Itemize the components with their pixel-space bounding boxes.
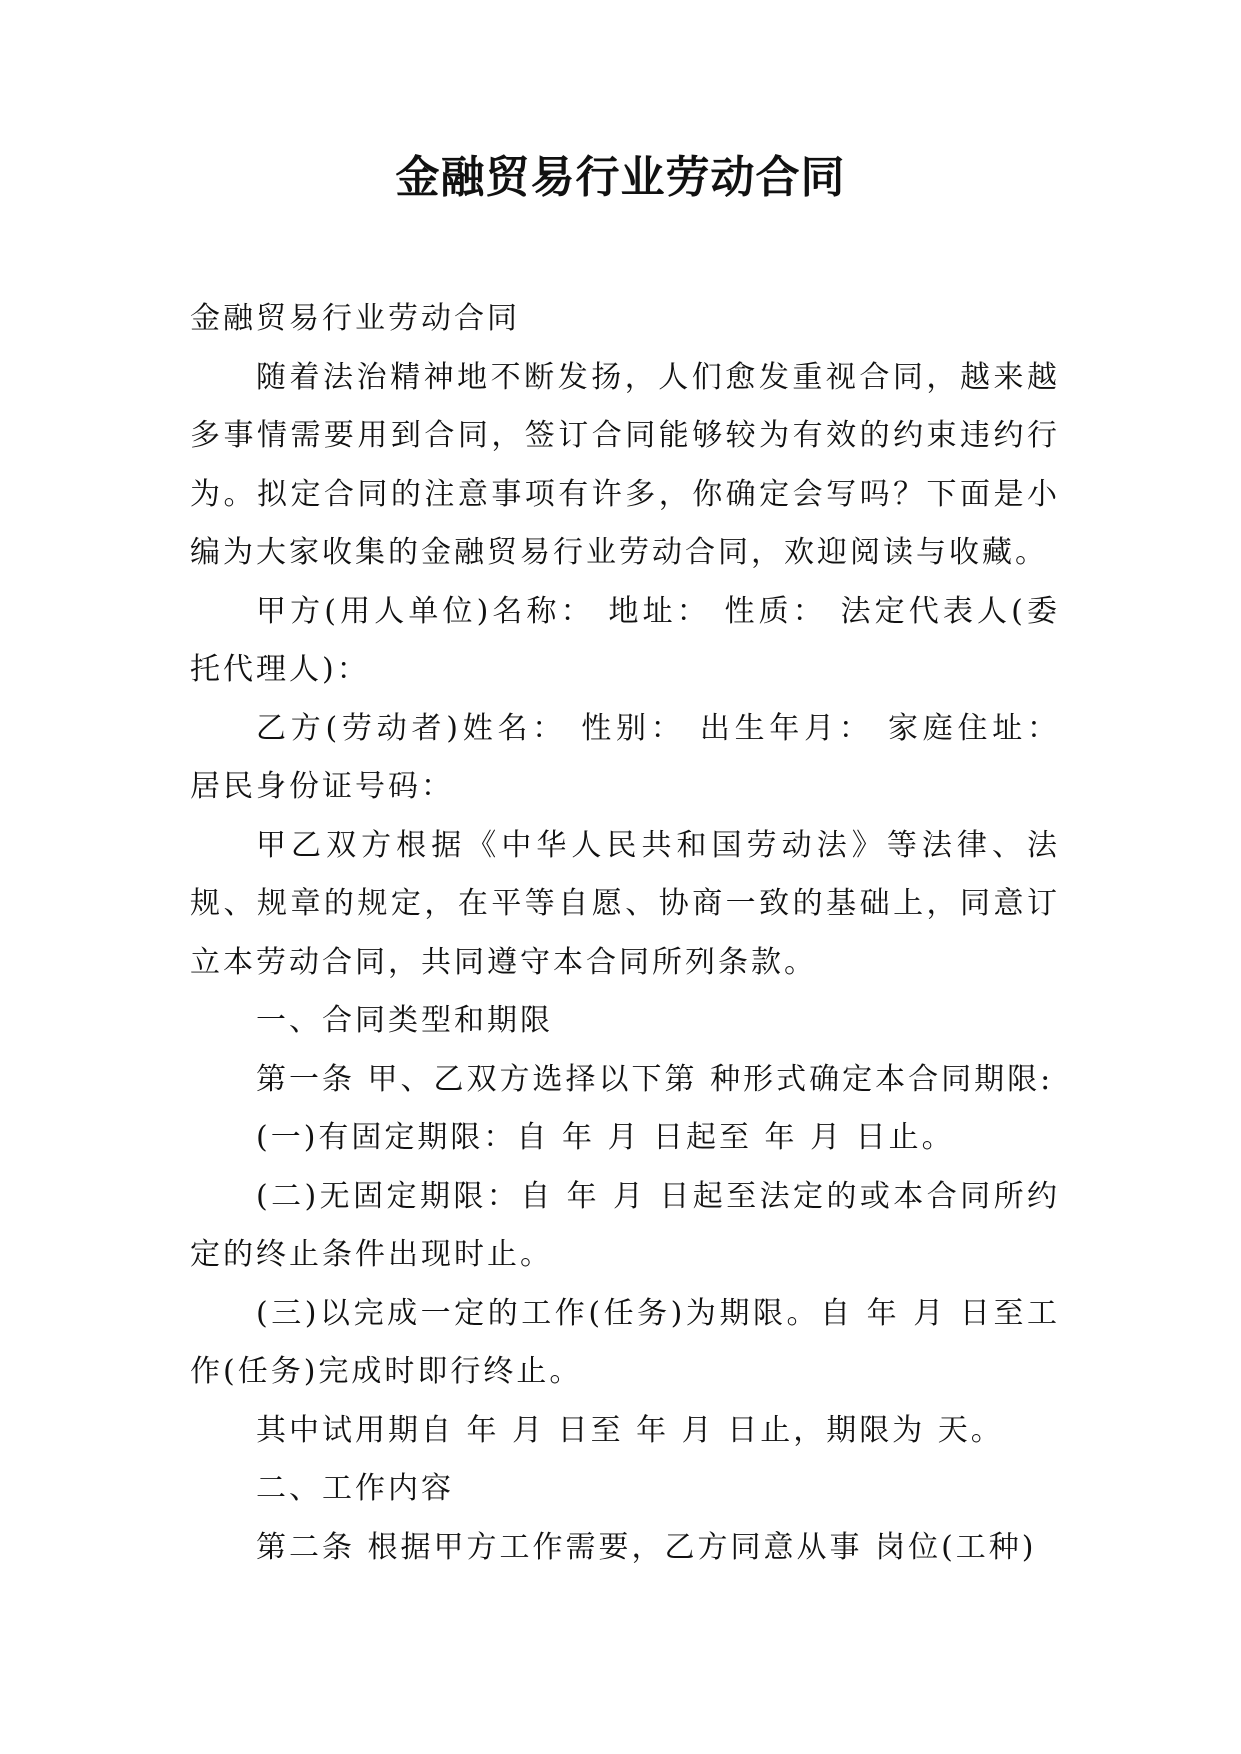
paragraph-legal-basis: 甲乙双方根据《中华人民共和国劳动法》等法律、法规、规章的规定，在平等自愿、协商一致的基础上，同意订立本劳动合同，共同遵守本合同所列条款。: [190, 827, 1060, 980]
paragraph-intro: 随着法治精神地不断发扬，人们愈发重视合同，越来越多事情需要用到合同，签订合同能够较为有效的约束违约行为。拟定合同的注意事项有许多，你确定会写吗？下面是小编为大家收集的金融贸易行业劳动合同，欢迎阅读与收藏。: [190, 359, 1060, 570]
paragraph-task-term: (三)以完成一定的工作(任务)为期限。自 年 月 日至工作(任务)完成时即行终止。: [190, 1295, 1060, 1389]
paragraph-article-1: 第一条 甲、乙双方选择以下第 种形式确定本合同期限:: [256, 1061, 1054, 1097]
section-heading-contract-type: 一、合同类型和期限: [256, 1003, 553, 1038]
paragraph-subtitle: 金融贸易行业劳动合同: [190, 301, 520, 336]
document-title: 金融贸易行业劳动合同: [395, 152, 846, 203]
paragraph-open-term: (二)无固定期限：自 年 月 日起至法定的或本合同所约定的终止条件出现时止。: [190, 1178, 1060, 1272]
paragraph-party-a: 甲方(用人单位)名称： 地址： 性质： 法定代表人(委托代理人)：: [190, 593, 1060, 687]
paragraph-fixed-term: (一)有固定期限：自 年 月 日起至 年 月 日止。: [256, 1120, 955, 1155]
paragraph-probation: 其中试用期自 年 月 日至 年 月 日止，期限为 天。: [256, 1412, 1004, 1448]
paragraph-party-b: 乙方(劳动者)姓名： 性别： 出生年月： 家庭住址： 居民身份证号码：: [190, 710, 1060, 804]
document-body: [190, 290, 1060, 1577]
paragraph-article-2: 第二条 根据甲方工作需要，乙方同意从事 岗位(工种): [256, 1529, 1037, 1565]
section-heading-work-content: 二、工作内容: [256, 1471, 454, 1506]
